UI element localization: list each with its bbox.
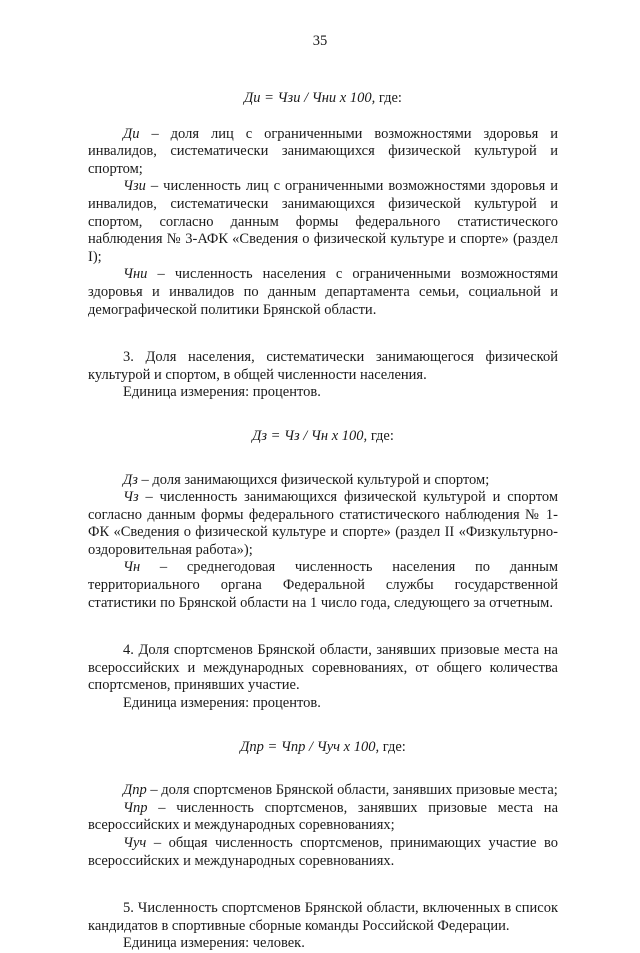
definition-chuch xyxy=(88,835,558,870)
section-3-unit: Единица измерения: процентов. xyxy=(123,384,321,401)
section-4-unit: Единица измерения: процентов. xyxy=(123,695,321,712)
definition-term: Чн xyxy=(123,559,141,576)
section-3-heading: 3. Доля населения, систематически занимающегося физической культурой и спортом, в общей численности населения. xyxy=(88,349,558,383)
page-number: 35 xyxy=(312,33,328,49)
formula-dz xyxy=(88,428,558,446)
definition-term: Чз xyxy=(123,489,139,506)
definition-text: – доля лиц с ограниченными возможностями здоровья и инвалидов, систематически занимающихся физической культурой и спортом; xyxy=(88,125,558,177)
definition-text: – доля занимающихся физической культурой и спортом; xyxy=(137,471,490,488)
formula-expression: Ди = Чзи / Чни х 100, xyxy=(244,90,376,106)
definition-term: Чзи xyxy=(123,178,146,195)
definition-term: Дпр xyxy=(123,782,147,799)
definition-text: – численность занимающихся физической культурой и спортом согласно данным формы федерального статистического наблюдения № 1-ФК «Сведения о физической культуре и спорте» (раздел II «Физкультурно-оздоровительная работа»); xyxy=(88,489,558,558)
section-5-unit: Единица измерения: человек. xyxy=(123,935,305,952)
definition-text: – численность населения с ограниченными возможностями здоровья и инвалидов по данным департамента семьи, социальной и демографической политики Брянской области. xyxy=(88,266,558,318)
definition-text: – численность лиц с ограниченными возможностями здоровья и инвалидов, систематически занимающихся физической культурой и спортом, согласно данным формы федерального статистического наблюдения № 3-АФК «Сведения о физической культуре и спорте» (раздел I); xyxy=(88,178,558,265)
page-content xyxy=(88,90,558,953)
section-4-heading: 4. Доля спортсменов Брянской области, занявших призовые места на всероссийских и международных соревнованиях, от общего количества спортсменов, принявших участие. xyxy=(88,642,558,694)
formula-suffix: где: xyxy=(367,427,394,444)
definition-term: Чпр xyxy=(123,799,148,816)
definition-chni xyxy=(88,266,558,319)
definition-text: – доля спортсменов Брянской области, занявших призовые места; xyxy=(146,782,558,799)
section-5-heading: 5. Численность спортсменов Брянской области, включенных в список кандидатов в спортивные сборные команды Российской Федерации. xyxy=(88,900,558,934)
definition-chn xyxy=(88,559,558,612)
formula-di xyxy=(88,90,558,108)
formula-dpr xyxy=(88,739,558,757)
definition-text: – среднегодовая численность населения по данным территориального органа Федеральной службы государственной статистики по Брянской области на 1 число года, следующего за отчетным. xyxy=(88,559,558,611)
definition-dz xyxy=(88,472,558,490)
formula-suffix: где: xyxy=(375,90,402,106)
definition-text: – общая численность спортсменов, принимающих участие во всероссийских и международных соревнованиях. xyxy=(88,835,558,869)
definition-term: Ди xyxy=(123,125,140,142)
definition-di xyxy=(88,126,558,179)
definition-czi xyxy=(88,178,558,266)
definition-chz xyxy=(88,489,558,559)
definition-text: – численность спортсменов, занявших призовые места на всероссийских и международных соревнованиях; xyxy=(88,799,558,834)
formula-expression: Дпр = Чпр / Чуч х 100, xyxy=(240,738,380,755)
definition-chpr xyxy=(88,800,558,835)
definition-term: Чуч xyxy=(123,835,147,851)
definition-dpr xyxy=(88,782,558,800)
definition-term: Дз xyxy=(123,471,138,488)
definition-term: Чни xyxy=(123,266,148,283)
formula-suffix: где: xyxy=(379,738,406,755)
formula-expression: Дз = Чз / Чн х 100, xyxy=(252,427,368,444)
